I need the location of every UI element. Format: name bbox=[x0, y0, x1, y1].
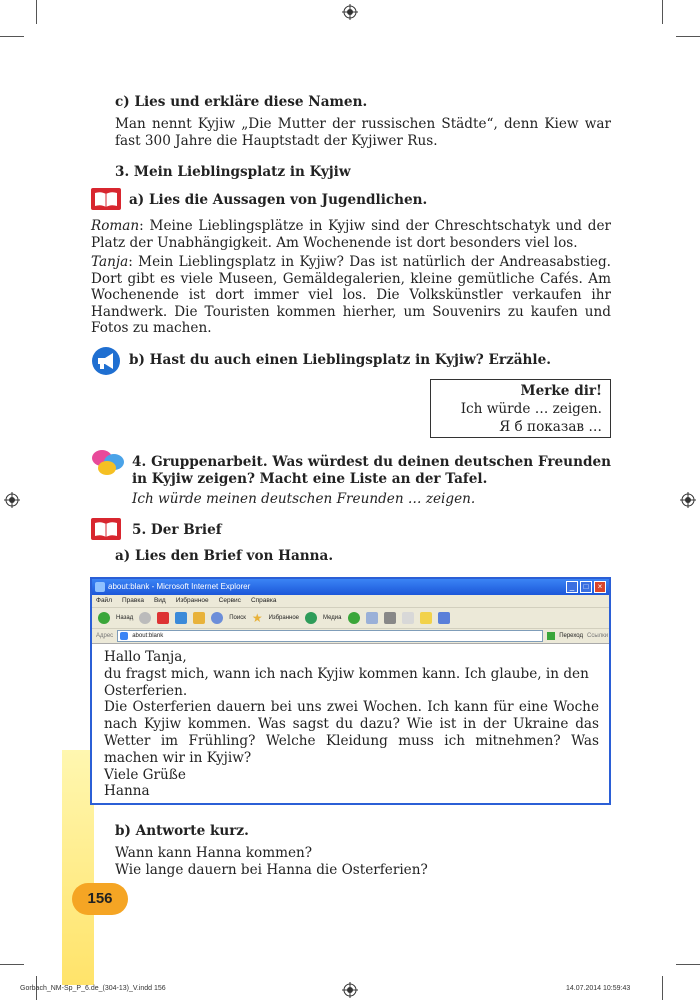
letter-paragraph-2: Die Osterferien dauern bei uns zwei Wochen. Ich kann für eine Woche nach Kyjiw kommen. Was sagst du dazu? Wie ist in der Ukraine das Wetter im Frühling? Welche Kleidung muss ich mitnehmen? Was machen wir in Kyjiw? bbox=[104, 699, 599, 766]
stop-icon[interactable] bbox=[157, 612, 169, 624]
folder-icon[interactable] bbox=[420, 612, 432, 624]
menu-help[interactable]: Справка bbox=[250, 597, 277, 604]
footer-date: 14.07.2014 10:59:43 bbox=[566, 985, 631, 992]
search-icon[interactable] bbox=[211, 612, 223, 624]
menu-bar bbox=[92, 595, 609, 608]
merke-line-1: Ich würde … zeigen. bbox=[460, 401, 602, 417]
section-b-heading: b) Antworte kurz. bbox=[115, 823, 249, 839]
section-c-text: Man nennt Kyjiw „Die Mutter der russischen Städte“, denn Kiew war fast 300 Jahre die Hauptstadt der Kyjiwer Rus. bbox=[115, 116, 611, 149]
question-2: Wie lange dauern bei Hanna die Osterferien? bbox=[115, 862, 428, 878]
crop-mark bbox=[662, 0, 663, 24]
merke-title: Merke dir! bbox=[520, 383, 602, 399]
crop-mark bbox=[0, 36, 24, 37]
registration-mark-icon bbox=[342, 982, 358, 998]
menu-favorites[interactable]: Избранное bbox=[175, 597, 209, 604]
roman-statement bbox=[91, 218, 611, 251]
section-5-task-a: a) Lies den Brief von Hanna. bbox=[115, 548, 334, 564]
footer-file-info: Gorbach_NM-Sp_P_6.de_(304-13)_V.indd 156 bbox=[20, 985, 166, 992]
refresh-icon[interactable] bbox=[175, 612, 187, 624]
ie-icon bbox=[95, 582, 105, 592]
book-icon bbox=[91, 188, 121, 210]
favorites-label[interactable]: Избранное bbox=[268, 615, 300, 621]
roman-text: : Meine Lieblingsplätze in Kyjiw sind der Chreschtschatyk und der Platz der Unabhängigkeit. Am Wochenende ist dort besonders viel los. bbox=[91, 218, 611, 251]
go-arrow-icon[interactable] bbox=[547, 632, 555, 640]
star-icon[interactable]: ★ bbox=[251, 611, 263, 625]
section-4-heading: 4. Gruppenarbeit. Was würdest du deinen deutschen Freunden in Kyjiw zeigen? Macht eine Liste an der Tafel. bbox=[132, 454, 611, 487]
crop-mark bbox=[36, 0, 37, 24]
roman-name: Roman bbox=[91, 218, 140, 234]
address-value: about:blank bbox=[132, 633, 164, 639]
media-label[interactable]: Медиа bbox=[323, 615, 342, 621]
section-3-task-a: a) Lies die Aussagen von Jugendlichen. bbox=[129, 192, 428, 208]
menu-edit[interactable]: Правка bbox=[121, 597, 144, 604]
letter-closing: Viele Grüße bbox=[104, 766, 186, 783]
address-bar bbox=[92, 629, 609, 644]
tanja-text: : Mein Lieblingsplatz in Kyjiw? Das ist natürlich der Andreasabstieg. Dort gibt es viele Museen, Gemäldegalerien, kleine gemütliche Cafés. Am Wochenende ist dort immer viel los. Die Volkskünstler verkaufen ihr Handwerk. Die Touristen kommen hierher, um Souvenirs zu kaufen und Fotos zu machen. bbox=[91, 254, 611, 336]
section-3-task-b: b) Hast du auch einen Lieblingsplatz in Kyjiw? Erzähle. bbox=[129, 352, 551, 368]
section-c-heading: c) Lies und erkläre diese Namen. bbox=[115, 94, 368, 110]
question-1: Wann kann Hanna kommen? bbox=[115, 845, 313, 861]
page-icon bbox=[120, 632, 128, 640]
back-arrow-icon[interactable] bbox=[98, 612, 110, 624]
crop-mark bbox=[676, 964, 700, 965]
merke-line-2: Я б показав … bbox=[499, 419, 602, 435]
messenger-icon[interactable] bbox=[438, 612, 450, 624]
registration-mark-icon bbox=[680, 492, 696, 508]
letter-greeting: Hallo Tanja, bbox=[104, 649, 187, 665]
back-label[interactable]: Назад bbox=[116, 615, 134, 621]
registration-mark-icon bbox=[342, 4, 358, 20]
crop-mark bbox=[662, 976, 663, 1000]
letter-paragraph-1: du fragst mich, wann ich nach Kyjiw kommen kann. Ich glaube, in den Osterferien. bbox=[104, 665, 589, 699]
links-label[interactable]: Ссылки bbox=[587, 633, 609, 639]
browser-toolbar bbox=[92, 608, 609, 629]
search-label[interactable]: Поиск bbox=[229, 615, 246, 621]
crop-mark bbox=[676, 36, 700, 37]
section-3-heading: 3. Mein Lieblingsplatz in Kyjiw bbox=[115, 164, 351, 180]
maximize-button[interactable]: □ bbox=[580, 581, 592, 593]
group-chat-icon bbox=[91, 448, 125, 476]
section-4-example: Ich würde meinen deutschen Freunden … zeigen. bbox=[132, 491, 476, 507]
tanja-statement bbox=[91, 254, 611, 337]
registration-mark-icon bbox=[4, 492, 20, 508]
menu-file[interactable]: Файл bbox=[96, 597, 112, 604]
forward-arrow-icon[interactable] bbox=[139, 612, 151, 624]
menu-tools[interactable]: Сервис bbox=[218, 597, 241, 604]
book-icon bbox=[91, 518, 121, 540]
address-input[interactable] bbox=[117, 630, 543, 642]
go-button[interactable]: Переход bbox=[559, 633, 584, 639]
browser-title-bar[interactable] bbox=[92, 579, 609, 595]
browser-window bbox=[90, 577, 611, 805]
edit-icon[interactable] bbox=[402, 612, 414, 624]
home-icon[interactable] bbox=[193, 612, 205, 624]
letter-signature: Hanna bbox=[104, 783, 150, 800]
address-label: Адрес bbox=[96, 633, 114, 639]
menu-view[interactable]: Вид bbox=[153, 597, 166, 604]
history-icon[interactable] bbox=[348, 612, 360, 624]
merke-box bbox=[430, 379, 611, 438]
print-icon[interactable] bbox=[384, 612, 396, 624]
section-5-heading: 5. Der Brief bbox=[132, 522, 222, 538]
minimize-button[interactable]: _ bbox=[566, 581, 578, 593]
mail-icon[interactable] bbox=[366, 612, 378, 624]
tanja-name: Tanja bbox=[91, 254, 129, 270]
letter-content bbox=[104, 649, 599, 800]
page-number: 156 bbox=[72, 883, 128, 915]
browser-title: about:blank - Microsoft Internet Explorer bbox=[108, 582, 251, 591]
crop-mark bbox=[0, 964, 24, 965]
media-icon[interactable] bbox=[305, 612, 317, 624]
megaphone-icon bbox=[91, 346, 121, 376]
close-button[interactable]: × bbox=[594, 581, 606, 593]
